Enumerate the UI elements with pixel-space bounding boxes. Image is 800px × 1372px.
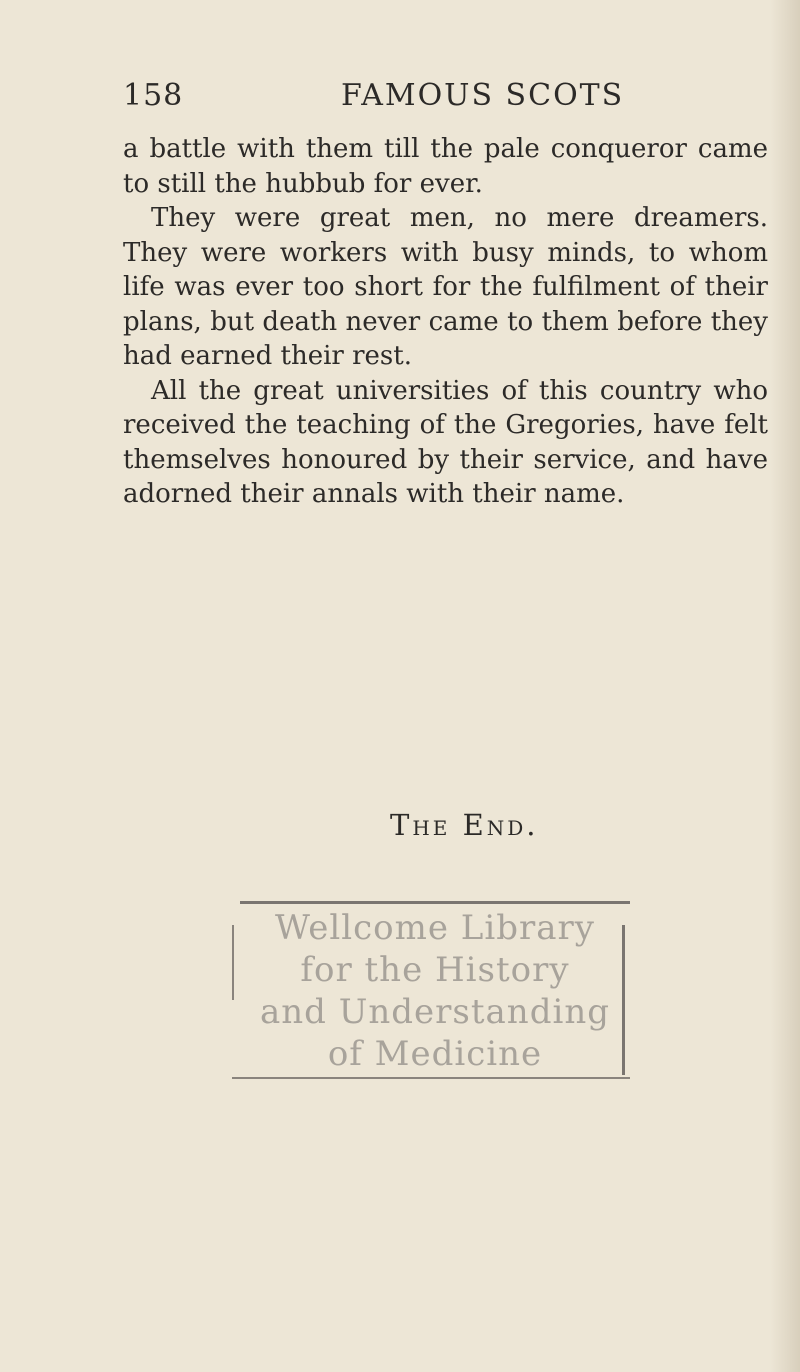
- paragraph-1: a battle with them till the pale conqueror came to still the hubbub for ever.: [123, 134, 768, 199]
- page-edge-shadow: [770, 0, 800, 1372]
- page-header: [123, 78, 768, 118]
- library-stamp: [232, 895, 630, 1079]
- stamp-bottom-rule: [232, 1077, 630, 1079]
- page-number: 158: [123, 78, 184, 113]
- running-head: FAMOUS SCOTS: [341, 78, 625, 113]
- stamp-line-2: for the History: [300, 950, 570, 990]
- paragraph-3: All the great universities of this country who received the teaching of the Gregories, have felt themselves honoured by their service, and have adorned their annals with their name.: [123, 375, 768, 509]
- stamp-line-3: and Understanding: [259, 992, 610, 1032]
- body-text: [123, 132, 768, 512]
- stamp-top-rule: [240, 901, 630, 904]
- stamp-line-1: Wellcome Library: [275, 908, 595, 948]
- stamp-line-4: of Medicine: [327, 1034, 543, 1074]
- stamp-text: [250, 907, 620, 1075]
- stamp-left-rule: [232, 925, 234, 1000]
- the-end: The End.: [390, 808, 539, 842]
- stamp-right-rule: [622, 925, 625, 1075]
- paragraph-2: They were great men, no mere dreamers. They were workers with busy minds, to whom life was ever too short for the fulfilment of their plans, but death never came to them before they had earned their rest.: [123, 203, 768, 371]
